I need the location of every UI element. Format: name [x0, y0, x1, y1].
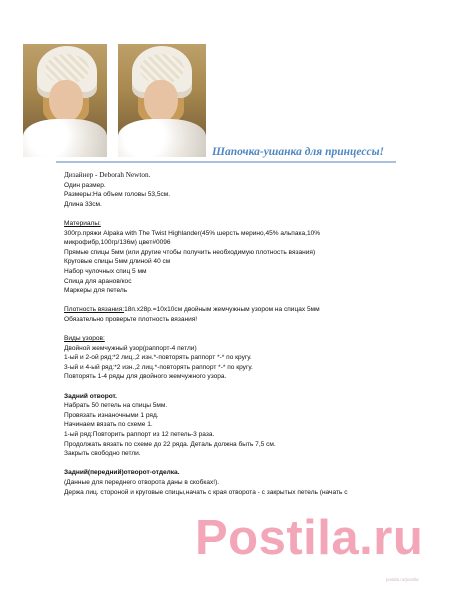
back-flap-line: Набрать 50 петель на спицы 5мм.	[64, 402, 168, 410]
back-flap-line: Продолжать вязать по схеме до 22 ряда. Деталь должна быть 7,5 см.	[64, 440, 276, 448]
materials-heading: Материалы:	[64, 219, 101, 227]
fur-collar-shape	[118, 119, 206, 157]
patterns-heading: Виды узоров:	[64, 335, 105, 343]
size-line: Один размер.	[64, 181, 106, 189]
back-flap-heading: Задний отворот.	[64, 392, 117, 400]
length-line: Длина 33см.	[64, 200, 102, 208]
materials-line: Круговые спицы 5мм длиной 40 см	[64, 258, 171, 266]
back-flap-line: 1-ый ряд:Повторить раппорт из 12 петель-3 раза.	[64, 431, 215, 439]
designer-line: Дизайнер - Deborah Newton.	[64, 171, 151, 179]
gauge-check-line: Обязательно проверьте плотность вязания!	[64, 315, 198, 323]
pattern-line: 1-ый и 2-ой ряд:*2 лиц.,2 изн.*-повторять раппорт *-* по кругу.	[64, 354, 252, 362]
face-shape	[144, 80, 178, 122]
hat-photo-left	[23, 44, 107, 157]
fur-collar-shape	[23, 119, 107, 157]
gauge-label: Плотность вязания:	[64, 306, 125, 314]
materials-line: микрофибр,100гр/136м) цвет#0096	[64, 239, 171, 247]
sizes-line: Размеры:На объем головы 53,5см.	[64, 191, 171, 199]
postila-watermark: Postila.ru	[195, 511, 424, 565]
title-divider	[56, 161, 396, 163]
pattern-document	[64, 171, 400, 497]
back-flap-line: Закрыть свободно петли.	[64, 450, 141, 458]
pattern-line: Повторять 1-4 ряды для двойного жемчужного узора.	[64, 373, 227, 381]
trim-line: (Данные для переднего отворота даны в скобках!).	[64, 479, 220, 486]
pattern-line: Двойной жемчужный узор(раппорт-4 петли)	[64, 344, 197, 352]
trim-line: Держа лиц. стороной и круговые спицы,начать с края отворота - с закрытых петель (начать с	[64, 488, 348, 496]
materials-line: Маркеры для петель	[64, 287, 128, 295]
pattern-line: 3-ый и 4-ый ряд:*2 изн.,2 лиц.*-повторять раппорт *-* по кругу.	[64, 363, 253, 371]
back-flap-line: Начинаем вязать по схеме 1.	[64, 421, 153, 429]
gauge-line	[64, 305, 400, 315]
trim-heading: Задний(передний)отворот-отделка.	[64, 469, 180, 477]
materials-line: 300гр.пряжи Alpaka with The Twist Highlander(45% шерсть мерино,45% альпака,10%	[64, 229, 321, 237]
face-shape	[49, 80, 83, 122]
materials-line: Спица для аранов/кос	[64, 277, 132, 285]
gauge-text: 18п.х28р.=10х10см двойным жемчужным узором на спицах 5мм	[124, 306, 320, 314]
materials-line: Прямые спицы 5мм (или другие чтобы получить необходимую плотность вязания)	[64, 248, 316, 256]
hat-photo-right	[118, 44, 206, 157]
materials-line: Набор чулочных спиц 5 мм	[64, 267, 147, 275]
page-title: Шапочка-ушанка для принцессы!	[212, 146, 385, 158]
postila-small-watermark: postila.ru/postila	[386, 577, 419, 582]
back-flap-line: Провязать изнаночными 1 ряд.	[64, 411, 159, 419]
